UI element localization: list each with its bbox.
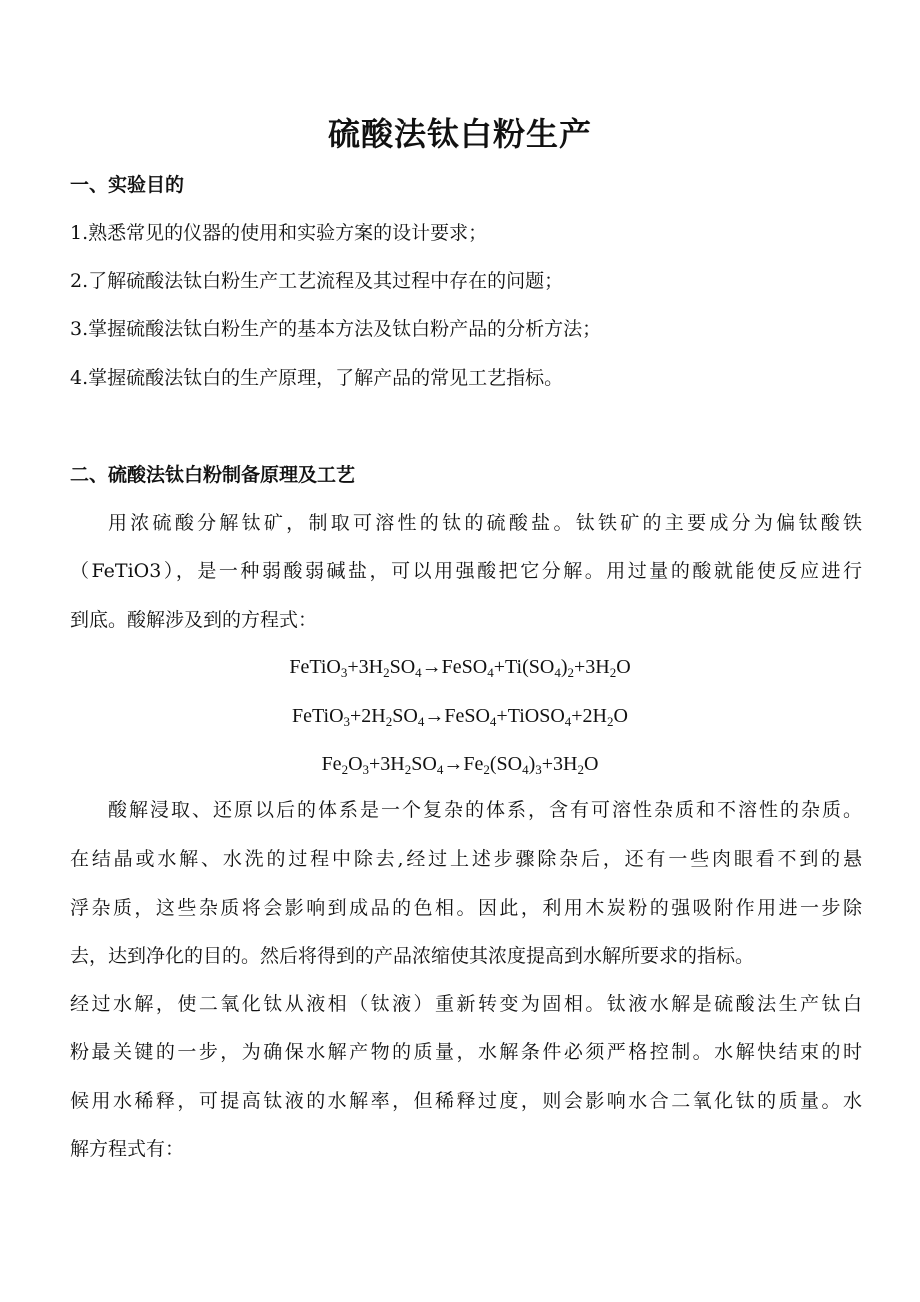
paragraph3-line: 候用水稀释，可提高钛液的水解率，但稀释过度，则会影响水合二氧化钛的质量。水 xyxy=(70,1090,862,1112)
paragraph1-line: （FeTiO3），是一种弱酸弱碱盐，可以用强酸把它分解。用过量的酸就能使反应进行 xyxy=(70,560,862,582)
equation-3: $Fe_2O_3+3H_2SO_4\to Fe_2(SO_4)_3+3H_2O$ xyxy=(321,753,599,777)
paragraph1-line: 用浓硫酸分解钛矿，制取可溶性的钛的硫酸盐。钛铁矿的主要成分为偏钛酸铁 xyxy=(108,512,862,534)
paragraph3-line: 粉最关键的一步，为确保水解产物的质量，水解条件必须严格控制。水解快结束的时 xyxy=(70,1041,862,1063)
paragraph2-line: 在结晶或水解、水洗的过程中除去,经过上述步骤除杂后，还有一些肉眼看不到的悬 xyxy=(70,848,862,870)
equation-1: $FeTiO_3+3H_2SO_4\to FeSO_4+Ti(SO_4)_2+3H_2O$ xyxy=(289,656,631,680)
section-heading-objectives: 一、实验目的 xyxy=(70,174,185,196)
paragraph3-line: 解方程式有： xyxy=(70,1138,185,1160)
section-heading-principle: 二、硫酸法钛白粉制备原理及工艺 xyxy=(70,464,356,486)
objective-item-1: 1.熟悉常见的仪器的使用和实验方案的设计要求； xyxy=(70,222,488,244)
paragraph2-line: 酸解浸取、还原以后的体系是一个复杂的体系，含有可溶性杂质和不溶性的杂质。 xyxy=(108,799,862,821)
document-title: 硫酸法钛白粉生产 xyxy=(327,115,592,153)
paragraph3-line: 经过水解，使二氧化钛从液相（钛液）重新转变为固相。钛液水解是硫酸法生产钛白 xyxy=(70,993,862,1015)
paragraph2-line: 去，达到净化的目的。然后将得到的产品浓缩使其浓度提高到水解所要求的指标。 xyxy=(70,945,755,967)
equation-2: $FeTiO_3+2H_2SO_4\to FeSO_4+TiOSO_4+2H_2O$ xyxy=(292,705,628,729)
objective-item-3: 3.掌握硫酸法钛白粉生产的基本方法及钛白粉产品的分析方法； xyxy=(70,318,602,340)
paragraph2-line: 浮杂质，这些杂质将会影响到成品的色相。因此，利用木炭粉的强吸附作用进一步除 xyxy=(70,897,862,919)
objective-item-4: 4.掌握硫酸法钛白的生产原理，了解产品的常见工艺指标。 xyxy=(70,367,564,389)
paragraph1-line: 到底。酸解涉及到的方程式： xyxy=(70,609,318,631)
objective-item-2: 2.了解硫酸法钛白粉生产工艺流程及其过程中存在的问题； xyxy=(70,270,564,292)
